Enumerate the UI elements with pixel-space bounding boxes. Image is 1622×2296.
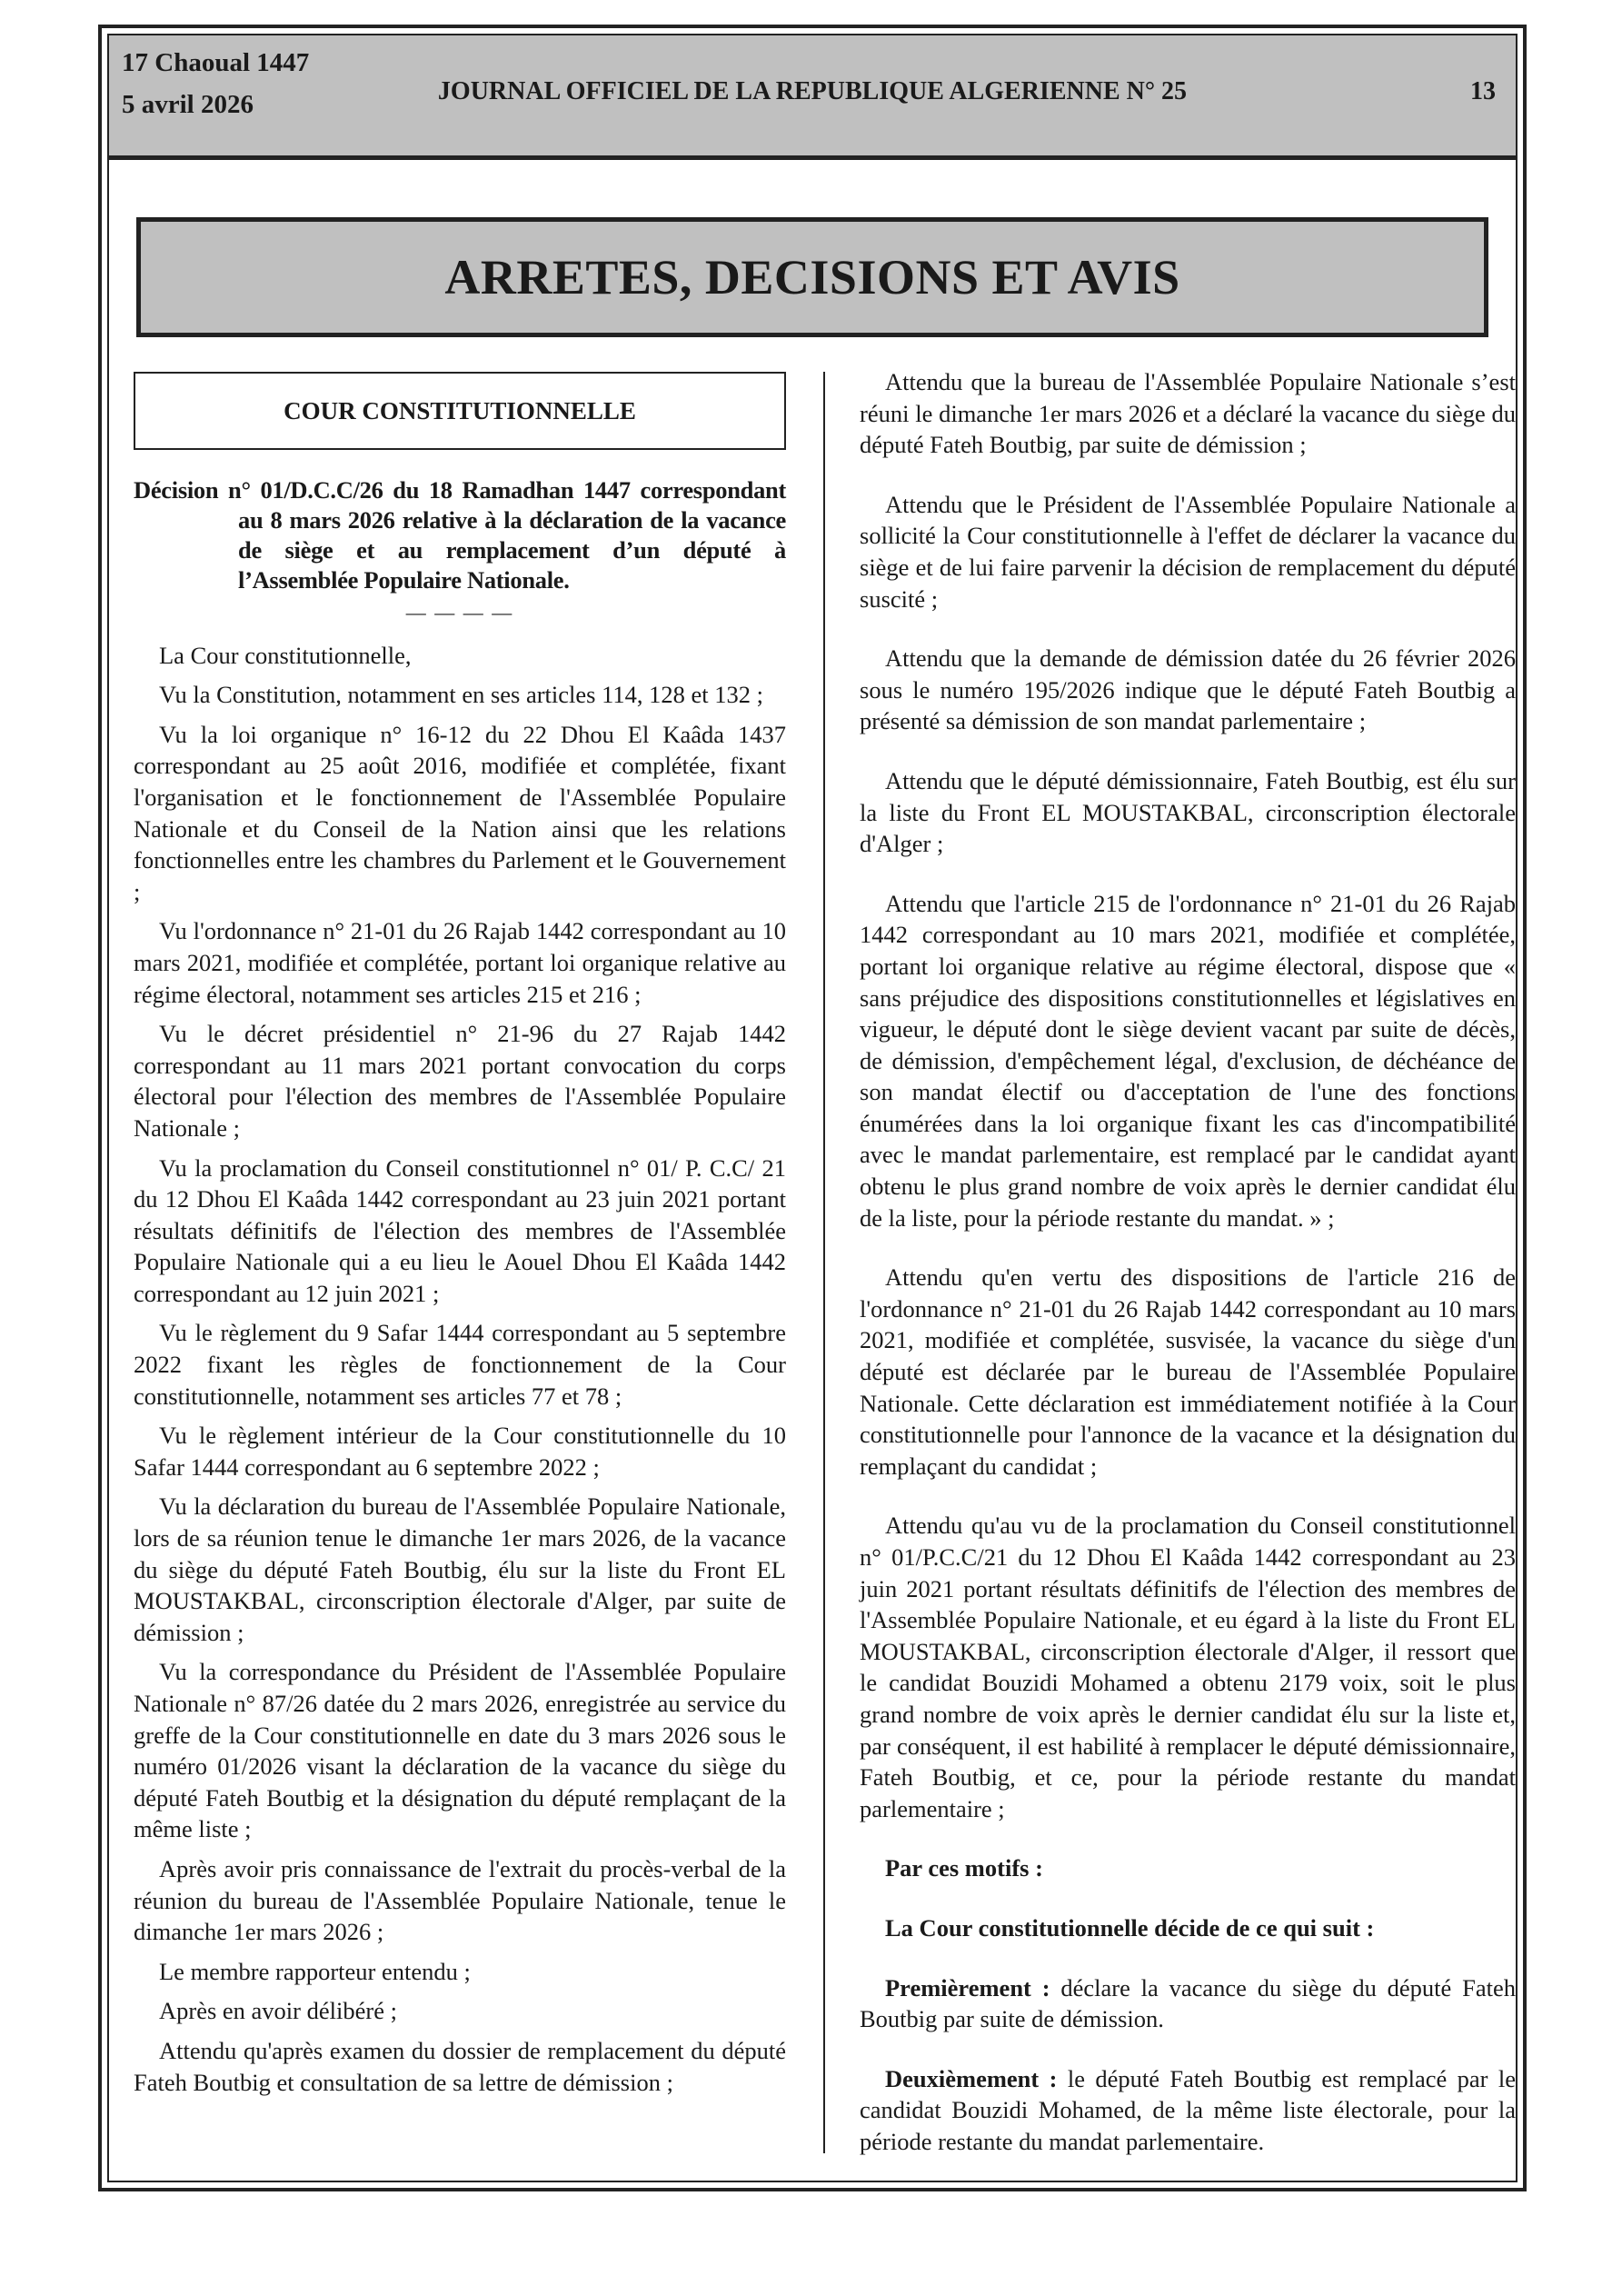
paragraph: Attendu que la bureau de l'Assemblée Populaire Nationale s’est réuni le dimanche 1er mars 2026 et a déclaré la vacance du siège du député Fateh Boutbig, par suite de démission ; xyxy=(860,368,1516,459)
page-inner-frame xyxy=(107,34,1518,2182)
paragraph: La Cour constitutionnelle, xyxy=(159,641,412,669)
article-2-label: Deuxièmement : xyxy=(885,2064,1058,2092)
article-1-label: Premièrement : xyxy=(885,1973,1050,2002)
separator: — — — — xyxy=(405,601,514,624)
column-divider xyxy=(823,372,825,2153)
paragraph: Attendu que la demande de démission datée du 26 février 2026 sous le numéro 195/2026 indique que le député Fateh Boutbig a présenté sa démission de son mandat parlementaire ; xyxy=(860,644,1516,735)
motifs-heading: Par ces motifs : xyxy=(885,1854,1043,1882)
right-column xyxy=(860,366,1516,2186)
left-paragraphs xyxy=(134,640,786,2099)
paragraph: Attendu qu'après examen du dossier de remplacement du député Fateh Boutbig et consultation de sa lettre de démission ; xyxy=(134,2036,786,2096)
article-1-text: déclare la vacance du siège du député Fateh Boutbig par suite de démission. xyxy=(860,1973,1516,2033)
paragraph: Après en avoir délibéré ; xyxy=(159,1997,397,2025)
paragraph: Attendu qu'en vertu des dispositions de l'article 216 de l'ordonnance n° 21-01 du 26 Rajab 1442 correspondant au 10 mars 2021, modifiée et complétée, susvisée, la vacance du siège d'un député est déclarée par le bureau de l'Assemblée Populaire Nationale. Cette déclaration est immédiatement notifiée à la Cour constitutionnelle pour l'annonce de la vacance et la désignation du remplaçant du candidat ; xyxy=(860,1263,1516,1480)
paragraph: Attendu que l'article 215 de l'ordonnance n° 21-01 du 26 Rajab 1442 correspondant au 10 mars 2021, modifiée et complétée, portant loi organique relative au régime électoral, dispose que « sans préjudice des dispositions constitutionnelles et législatives en vigueur, le député dont le siège devient vacant par suite de décès, de démission, d'empêchement légal, d'exclusion, de déchéance de son mandat électif ou d'acceptation de l'une des fonctions énumérées dans la loi organique fixant les cas d'incompatibilité avec le mandat parlementaire, est remplacé par le candidat ayant obtenu le plus grand nombre de voix après le dernier candidat élu de la liste, pour la période restante du mandat. » ; xyxy=(860,889,1516,1232)
decides-heading: La Cour constitutionnelle décide de ce qui suit : xyxy=(885,1913,1375,1942)
paragraph: Le membre rapporteur entendu ; xyxy=(159,1957,471,1985)
hijri-date: 17 Chaoual 1447 xyxy=(122,48,310,77)
paragraph: Vu la correspondance du Président de l'Assemblée Populaire Nationale n° 87/26 datée du 2 mars 2026, enregistrée au service du greffe de la Cour constitutionnelle en date du 3 mars 2026 sous le numéro 01/2026 visant la déclaration de la vacance du siège du député Fateh Boutbig et la désignation du député remplaçant de la même liste ; xyxy=(134,1658,786,1843)
paragraph: Vu la déclaration du bureau de l'Assemblée Populaire Nationale, lors de sa réunion tenue le dimanche 1er mars 2026, de la vacance du siège du député Fateh Boutbig, élu sur la liste du Front EL MOUSTAKBAL, circonscription électorale d'Alger, par suite de démission ; xyxy=(134,1492,786,1646)
institution-heading: COUR CONSTITUTIONNELLE xyxy=(134,372,786,450)
paragraph: Après avoir pris connaissance de l'extrait du procès-verbal de la réunion du bureau de l'Assemblée Populaire Nationale, tenue le dimanche 1er mars 2026 ; xyxy=(134,1854,786,1946)
left-column xyxy=(134,372,786,2106)
journal-title: JOURNAL OFFICIEL DE LA REPUBLIQUE ALGERIENNE N° 25 xyxy=(437,77,1188,105)
paragraph: Attendu que le Président de l'Assemblée Populaire Nationale a sollicité la Cour constitutionnelle à l'effet de déclarer la vacance du siège et de lui faire parvenir la décision de remplacement du député suscité ; xyxy=(860,490,1516,613)
paragraph: Vu la loi organique n° 16-12 du 22 Dhou El Kaâda 1437 correspondant au 25 août 2016, modifiée et complétée, fixant l'organisation et le fonctionnement de l'Assemblée Populaire Nationale et du Conseil de la Nation ainsi que les relations fonctionnelles entre les chambres du Parlement et le Gouvernement ; xyxy=(134,720,786,905)
paragraph: Attendu qu'au vu de la proclamation du Conseil constitutionnel n° 01/P.C.C/21 du 12 Dhou El Kaâda 1442 correspondant au 23 juin 2021 portant résultats définitifs de l'élection des membres de l'Assemblée Populaire Nationale, et eu égard à la liste du Front EL MOUSTAKBAL, circonscription électorale d'Alger, il ressort que le candidat Bouzidi Mohamed a obtenu 2179 voix, soit le plus grand nombre de voix après le dernier candidat élu sur la liste et, par conséquent, il est habilité à remplacer le député démissionnaire, Fateh Boutbig, et ce, pour la période restante du mandat parlementaire ; xyxy=(860,1512,1516,1822)
journal-header xyxy=(109,35,1516,160)
decision-title: Décision n° 01/D.C.C/26 du 18 Ramadhan 1447 correspondant au 8 mars 2026 relative à la déclaration de la vacance de siège et au remplacement d’un député à l’Assemblée Populaire Nationale. xyxy=(134,476,786,594)
right-paragraphs xyxy=(860,366,1516,1824)
paragraph: Vu l'ordonnance n° 21-01 du 26 Rajab 1442 correspondant au 10 mars 2021, modifiée et complétée, portant loi organique relative au régime électoral, notamment ses articles 215 et 216 ; xyxy=(134,917,786,1008)
article-2 xyxy=(860,2063,1516,2158)
page-number: 13 xyxy=(1470,77,1496,105)
section-title: ARRETES, DECISIONS ET AVIS xyxy=(136,217,1488,337)
paragraph: Vu le règlement intérieur de la Cour constitutionnelle du 10 Safar 1444 correspondant au 6 septembre 2022 ; xyxy=(134,1422,786,1481)
article-2-text: le député Fateh Boutbig est remplacé par le candidat Bouzidi Mohamed, de la même liste électorale, pour la période restante du mandat parlementaire. xyxy=(860,2064,1516,2155)
paragraph: Attendu que le député démissionnaire, Fateh Boutbig, est élu sur la liste du Front EL MOUSTAKBAL, circonscription électorale d'Alger ; xyxy=(860,766,1516,858)
paragraph: Vu le règlement du 9 Safar 1444 correspondant au 5 septembre 2022 fixant les règles de fonctionnement de la Cour constitutionnelle, notamment ses articles 77 et 78 ; xyxy=(134,1319,786,1410)
page-frame xyxy=(98,25,1527,2191)
paragraph: Vu la Constitution, notamment en ses articles 114, 128 et 132 ; xyxy=(159,681,763,709)
paragraph: Vu la proclamation du Conseil constitutionnel n° 01/ P. C.C/ 21 du 12 Dhou El Kaâda 1442 correspondant au 23 juin 2021 portant résultats définitifs de l'élection des membres de l'Assemblée Populaire Nationale qui a eu lieu le Aouel Dhou El Kaâda 1442 correspondant au 12 juin 2021 ; xyxy=(134,1153,786,1307)
paragraph: Vu le décret présidentiel n° 21-96 du 27 Rajab 1442 correspondant au 11 mars 2021 portant convocation du corps électoral pour l'élection des membres de l'Assemblée Populaire Nationale ; xyxy=(134,1020,786,1142)
gregorian-date: 5 avril 2026 xyxy=(122,90,254,119)
article-1 xyxy=(860,1972,1516,2035)
